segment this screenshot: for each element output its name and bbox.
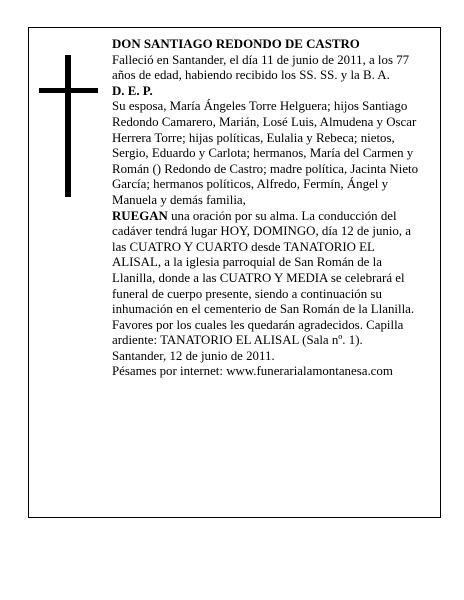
dep-line: D. E. P. bbox=[112, 83, 153, 98]
funeral-details-text: una oración por su alma. La conducción del cadáver tendrá lugar HOY, DOMINGO, día 12 de junio, a las CUATRO Y CUARTO desde TANATORIO EL ALISAL, a la iglesia parroquial de San Román de la Llanilla, donde a las CUATRO Y MEDIA se celebrará el funeral de cuerpo presente, siendo a continuación su inhumación en el cementerio de San Román de la Llanilla. Favores por los cuales les quedarán agradecidos. Capilla ardiente: TANATORIO EL ALISAL (Sala nº. 1). bbox=[112, 208, 415, 348]
cross-vertical-bar bbox=[65, 55, 71, 197]
latin-cross-icon bbox=[39, 55, 98, 197]
cross-horizontal-bar bbox=[39, 88, 98, 93]
obituary-text bbox=[112, 37, 421, 380]
date-line: Santander, 12 de junio de 2011. bbox=[112, 348, 275, 363]
death-statement: Falleció en Santander, el día 11 de junio de 2011, a los 77 años de edad, habiendo recibido los SS. SS. y la B. A. bbox=[112, 52, 410, 83]
family-list: Su esposa, María Ángeles Torre Helguera; hijos Santiago Redondo Camarero, Marián, Losé Luis, Almudena y Oscar Herrera Torre; hijas políticas, Eulalia y Rebeca; nietos, Sergio, Eduardo y Carlota; hermanos, María del Carmen y Román () Redondo de Castro; madre política, Jacinta Nieto García; hermanos políticos, Alfredo, Fermín, Ángel y Manuela y demás familia, bbox=[112, 99, 419, 207]
deceased-name: DON SANTIAGO REDONDO DE CASTRO bbox=[112, 37, 360, 51]
ruegan-label: RUEGAN bbox=[112, 208, 168, 223]
funeral-details bbox=[112, 209, 421, 349]
condolences-line: Pésames por internet: www.funerarialamontanesa.com bbox=[112, 364, 393, 379]
